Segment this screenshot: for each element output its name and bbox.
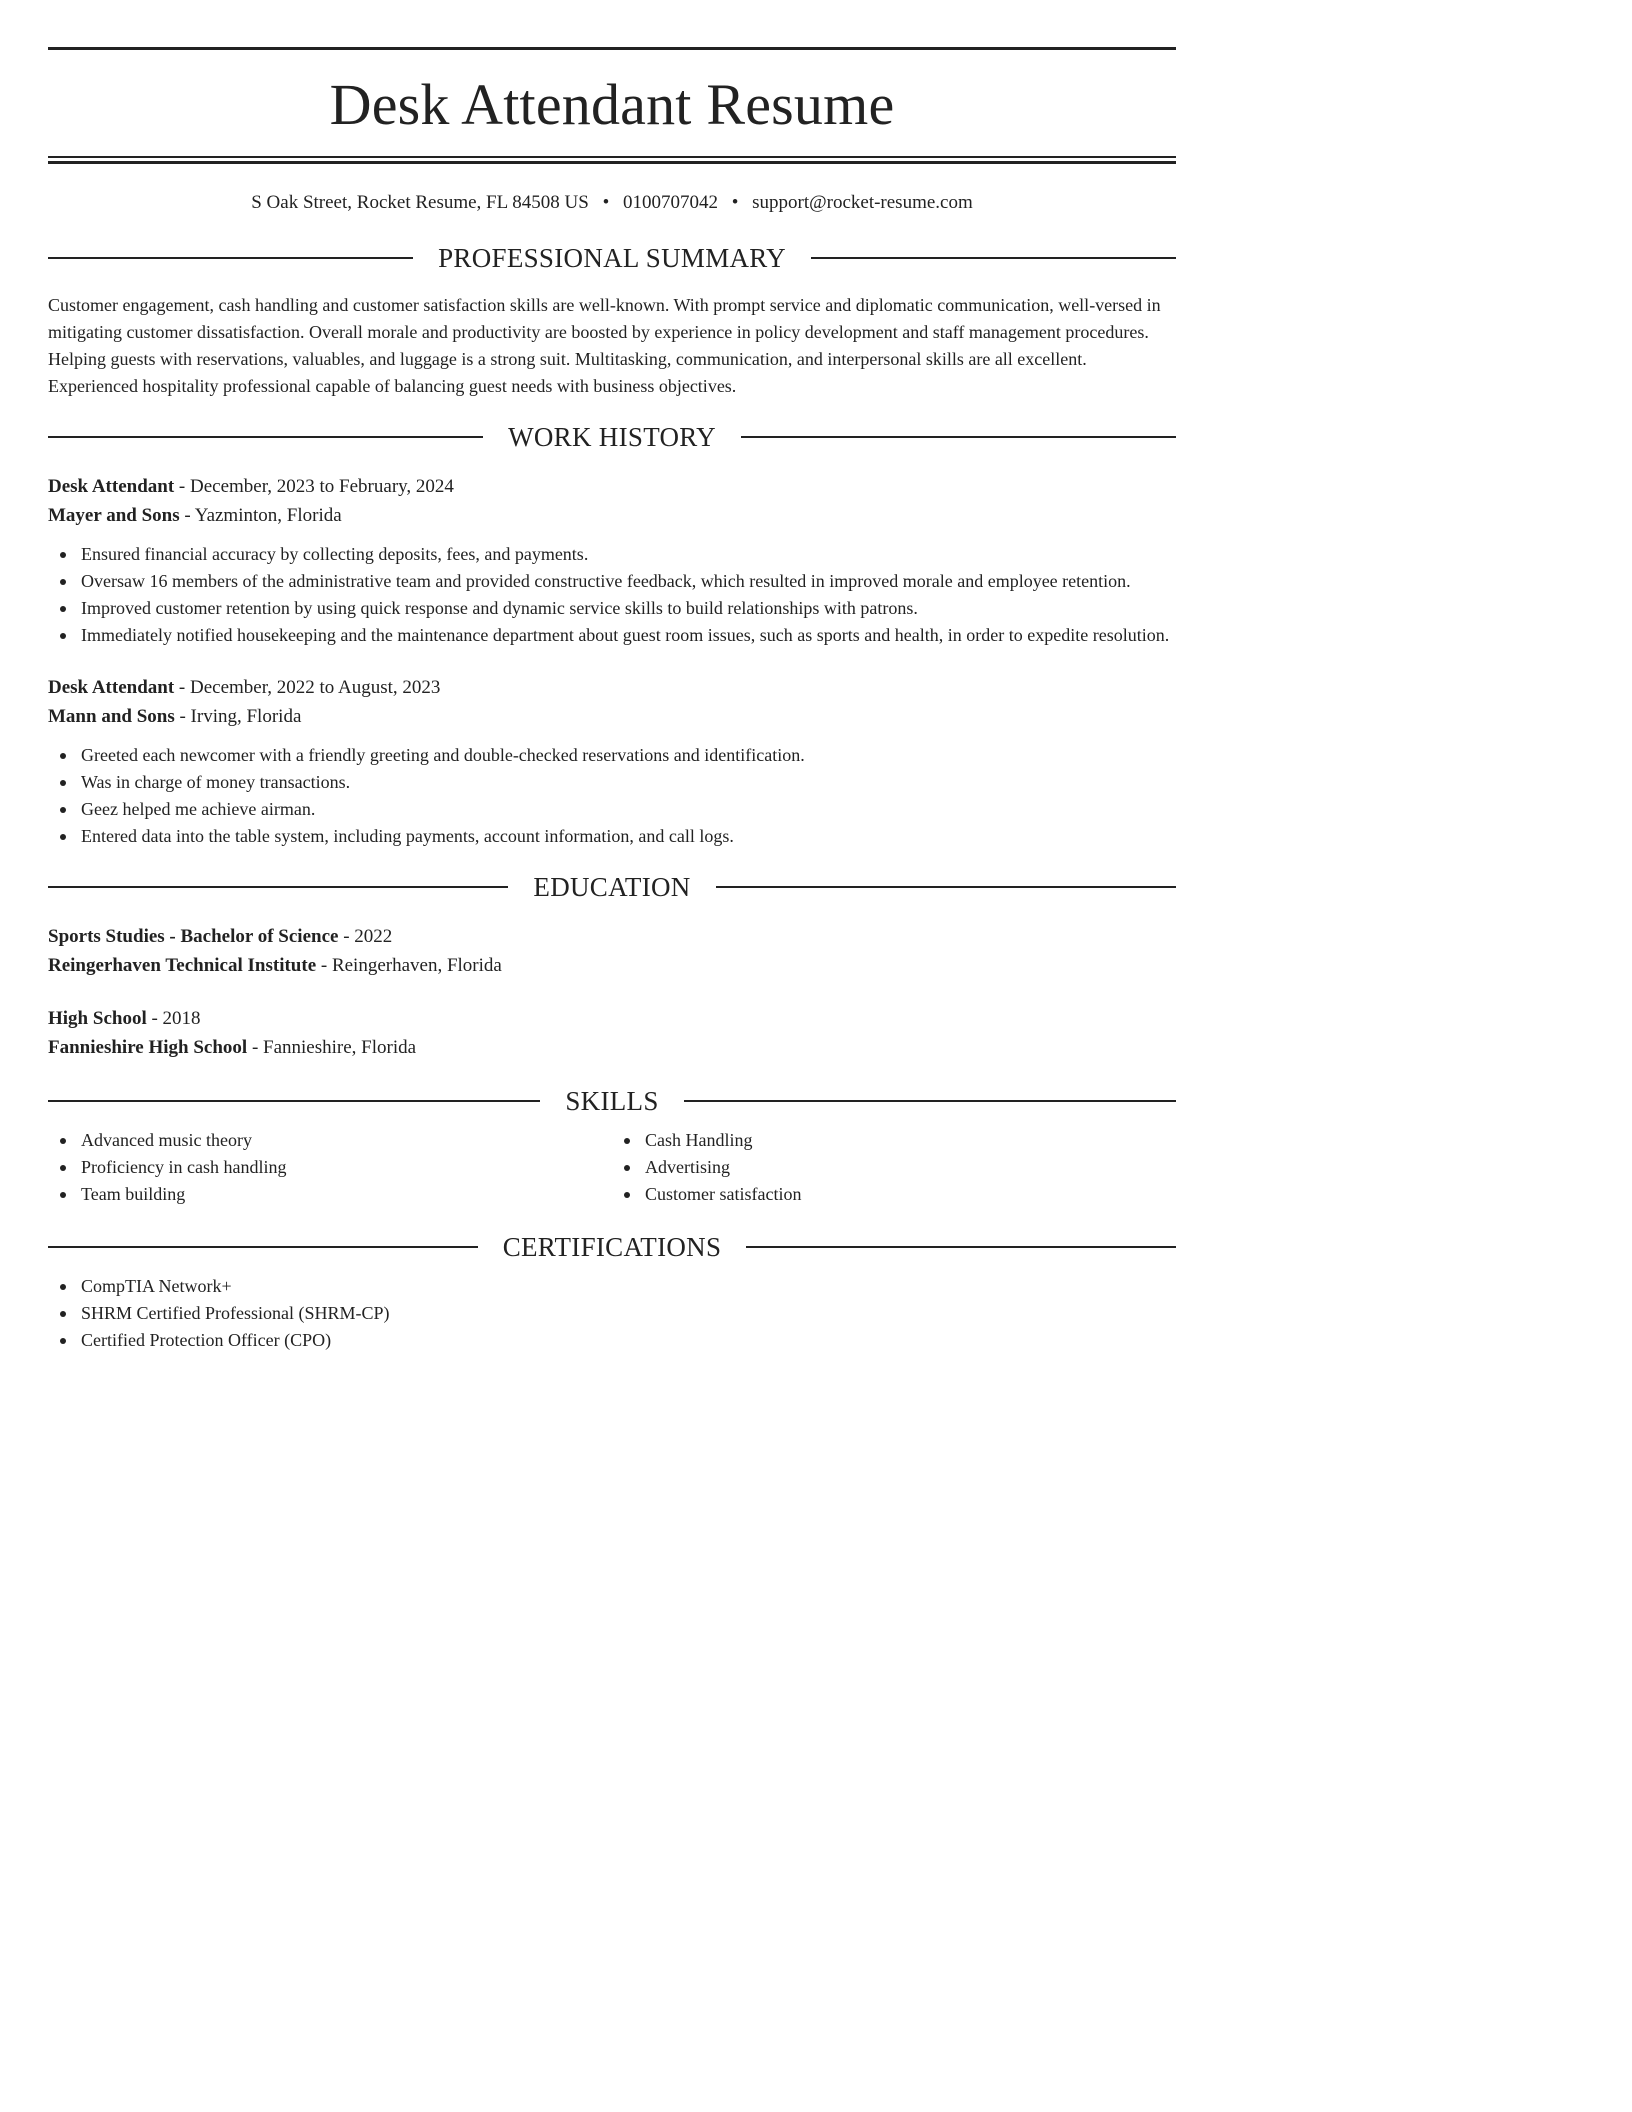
contact-email: support@rocket-resume.com — [752, 192, 973, 213]
section-header-work — [48, 422, 1176, 452]
job-dates: - December, 2022 to August, 2023 — [174, 677, 441, 698]
skill-item: Team building — [81, 1181, 612, 1208]
contact-line — [48, 191, 1176, 215]
job-company: Mann and Sons — [48, 706, 175, 727]
certification-item: Certified Protection Officer (CPO) — [81, 1327, 1176, 1354]
job-location: - Irving, Florida — [174, 706, 302, 727]
list-item: Ensured financial accuracy by collecting deposits, fees, and payments. — [81, 541, 1176, 568]
job-title: Desk Attendant — [48, 677, 175, 698]
certifications-list — [48, 1273, 1176, 1354]
list-item: Entered data into the table system, including payments, account information, and call logs. — [81, 823, 1176, 850]
job-company: Mayer and Sons — [48, 505, 180, 526]
education-entry — [48, 922, 1176, 980]
job-dates: - December, 2023 to February, 2024 — [174, 476, 454, 497]
skills-column-right — [612, 1127, 1176, 1208]
job-title-line — [48, 673, 1176, 702]
section-header-skills — [48, 1086, 1176, 1116]
divider-line — [684, 1100, 1176, 1102]
section-title-certifications: CERTIFICATIONS — [502, 1232, 722, 1262]
education-school: Reingerhaven Technical Institute — [48, 955, 317, 976]
education-school-line — [48, 1033, 1176, 1062]
job-location: - Yazminton, Florida — [179, 505, 342, 526]
divider-line — [741, 436, 1176, 438]
skill-item: Cash Handling — [645, 1127, 1176, 1154]
education-degree: Sports Studies - Bachelor of Science — [48, 926, 339, 947]
divider-line — [716, 886, 1176, 888]
skills-grid — [48, 1127, 1176, 1208]
summary-text: Customer engagement, cash handling and customer satisfaction skills are well-known. With prompt service and diplomatic communication, well-versed in mitigating customer dissatisfaction. Overall morale and productivity are boosted by experience in policy development and staff management procedures. Helping guests with reservations, valuables, and luggage is a strong suit. Multitasking, communication, and interpersonal skills are all excellent. Experienced hospitality professional capable of balancing guest needs with business objectives. — [48, 295, 1161, 396]
skill-item: Proficiency in cash handling — [81, 1154, 612, 1181]
section-title-summary: PROFESSIONAL SUMMARY — [438, 243, 786, 273]
skills-column-left — [48, 1127, 612, 1208]
job-entry — [48, 673, 1176, 850]
education-degree-line — [48, 1004, 1176, 1033]
contact-address: S Oak Street, Rocket Resume, FL 84508 US — [251, 192, 589, 213]
divider-line — [48, 1246, 478, 1248]
skill-item: Customer satisfaction — [645, 1181, 1176, 1208]
job-bullets — [48, 742, 1176, 850]
section-title-work: WORK HISTORY — [508, 422, 716, 452]
section-header-education — [48, 872, 1176, 902]
education-year: - 2022 — [338, 926, 393, 947]
job-bullets — [48, 541, 1176, 649]
education-location: - Reingerhaven, Florida — [316, 955, 502, 976]
job-entry — [48, 472, 1176, 649]
education-location: - Fannieshire, Florida — [247, 1037, 417, 1058]
job-title: Desk Attendant — [48, 476, 175, 497]
divider-line — [48, 257, 413, 259]
job-company-line — [48, 702, 1176, 731]
section-title-education: EDUCATION — [533, 872, 691, 902]
education-entry — [48, 1004, 1176, 1062]
resume-title: Desk Attendant Resume — [329, 72, 895, 137]
divider-line — [48, 436, 483, 438]
list-item: Was in charge of money transactions. — [81, 769, 1176, 796]
title-double-rule — [48, 156, 1176, 164]
job-company-line — [48, 501, 1176, 530]
list-item: Geez helped me achieve airman. — [81, 796, 1176, 823]
education-degree: High School — [48, 1008, 147, 1029]
divider-line — [811, 257, 1176, 259]
list-item: Immediately notified housekeeping and the maintenance department about guest room issues, such as sports and health, in order to expedite resolution. — [81, 622, 1176, 649]
job-title-line — [48, 472, 1176, 501]
certification-item: CompTIA Network+ — [81, 1273, 1176, 1300]
list-item: Oversaw 16 members of the administrative team and provided constructive feedback, which resulted in improved morale and employee retention. — [81, 568, 1176, 595]
education-school-line — [48, 951, 1176, 980]
list-item: Improved customer retention by using quick response and dynamic service skills to build relationships with patrons. — [81, 595, 1176, 622]
section-header-certifications — [48, 1232, 1176, 1262]
skill-item: Advanced music theory — [81, 1127, 612, 1154]
divider-line — [48, 886, 508, 888]
section-header-summary — [48, 243, 1176, 273]
education-degree-line — [48, 922, 1176, 951]
divider-line — [746, 1246, 1176, 1248]
section-title-skills: SKILLS — [565, 1086, 659, 1116]
education-year: - 2018 — [146, 1008, 201, 1029]
contact-separator: • — [731, 192, 739, 213]
skill-item: Advertising — [645, 1154, 1176, 1181]
list-item: Greeted each newcomer with a friendly greeting and double-checked reservations and identification. — [81, 742, 1176, 769]
contact-separator: • — [602, 192, 610, 213]
contact-phone: 0100707042 — [622, 192, 718, 213]
education-school: Fannieshire High School — [48, 1037, 248, 1058]
divider-line — [48, 1100, 540, 1102]
certification-item: SHRM Certified Professional (SHRM-CP) — [81, 1300, 1176, 1327]
